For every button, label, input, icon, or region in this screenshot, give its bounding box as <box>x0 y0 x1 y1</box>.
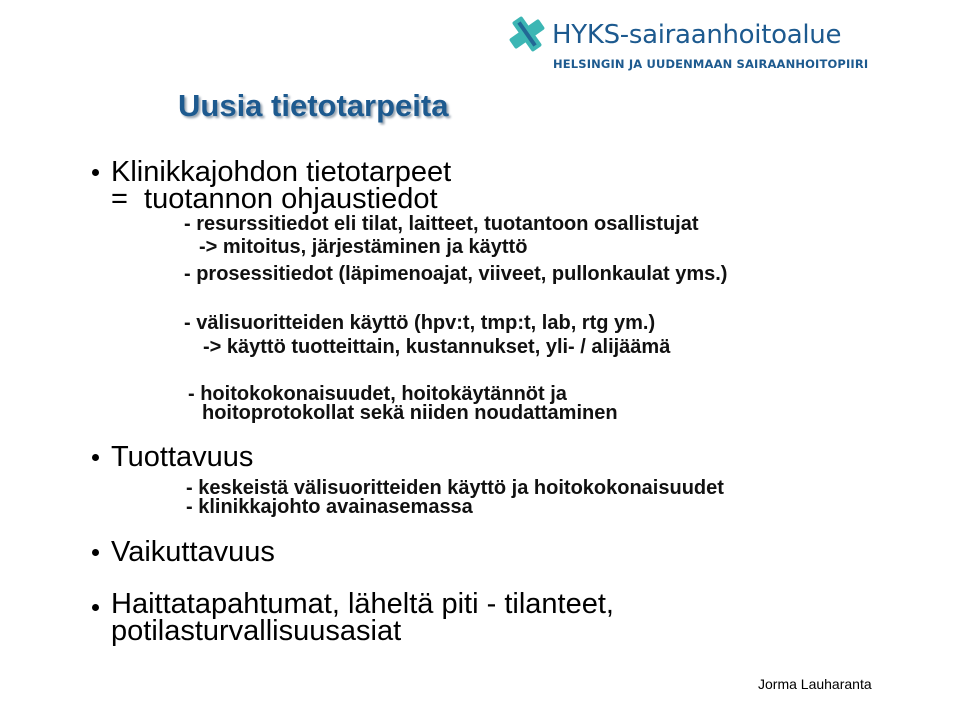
bullet-3-line-1: Vaikuttavuus <box>111 536 275 568</box>
bullet-marker <box>92 169 99 176</box>
hus-cross-icon <box>504 14 550 54</box>
sub-item: - prosessitiedot (läpimenoajat, viiveet, pullonkaulat yms.) <box>184 263 728 285</box>
sub-item: - välisuoritteiden käyttö (hpv:t, tmp:t, lab, rtg ym.) <box>184 312 656 334</box>
logo-name: HYKS-sairaanhoitoalue <box>552 20 842 50</box>
bullet-marker <box>92 454 99 461</box>
logo-subtitle: HELSINGIN JA UUDENMAAN SAIRAANHOITOPIIRI <box>553 57 869 71</box>
bullet-4-line-2: potilasturvallisuusasiat <box>111 615 402 647</box>
bullet-4-line-1: Haittatapahtumat, läheltä piti - tilanteet, <box>111 588 614 620</box>
sub-item: - keskeistä välisuoritteiden käyttö ja hoitokokonaisuudet <box>186 477 724 499</box>
bullet-marker <box>92 604 99 611</box>
sub-item: -> käyttö tuotteittain, kustannukset, yli- / alijäämä <box>203 336 671 358</box>
bullet-1-line-2: = tuotannon ohjaustiedot <box>111 183 438 215</box>
slide-title: Uusia tietotarpeita <box>178 88 449 123</box>
bullet-1-line-1: Klinikkajohdon tietotarpeet <box>111 156 452 188</box>
sub-item: hoitoprotokollat sekä niiden noudattaminen <box>202 402 618 424</box>
bullet-marker <box>92 549 99 556</box>
sub-item: - hoitokokonaisuudet, hoitokäytännöt ja <box>188 383 567 405</box>
footer-author: Jorma Lauharanta <box>758 676 872 692</box>
sub-item: - klinikkajohto avainasemassa <box>186 496 473 518</box>
sub-item: -> mitoitus, järjestäminen ja käyttö <box>199 236 528 258</box>
sub-item: - resurssitiedot eli tilat, laitteet, tuotantoon osallistujat <box>184 213 699 235</box>
bullet-2-line-1: Tuottavuus <box>111 441 254 473</box>
